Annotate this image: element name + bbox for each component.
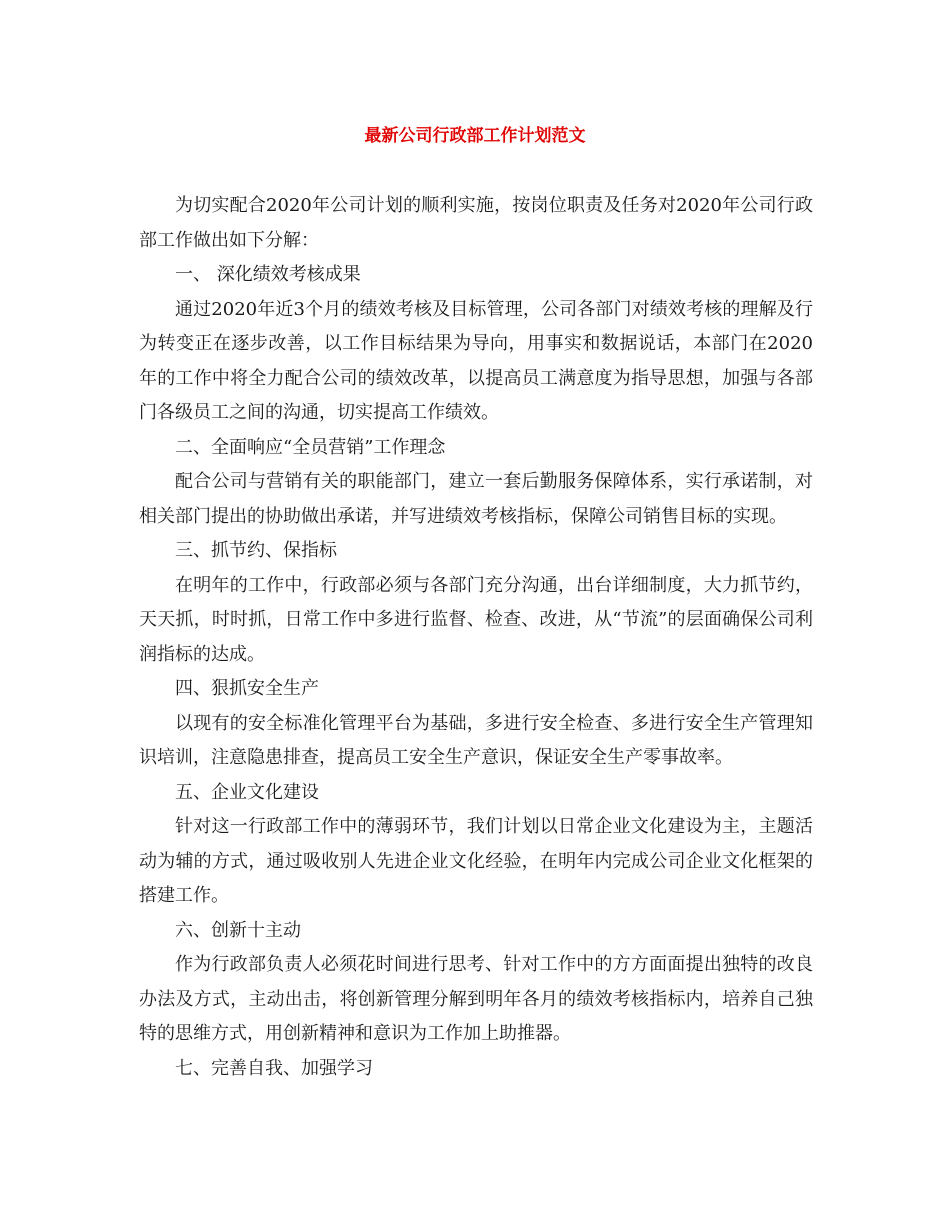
- section-heading-7: 七、完善自我、加强学习: [175, 1057, 373, 1079]
- section-body-6: 作为行政部负责人必须花时间进行思考、针对工作中的方方面面提出独特的改良办法及方式，主动出击，将创新管理分解到明年各月的绩效考核指标内，培养自己独特的思维方式，用创新精神和意识为工作加上助推器。: [139, 954, 813, 1044]
- intro-paragraph: 为切实配合2020年公司计划的顺利实施，按岗位职责及任务对2020年公司行政部工作做出如下分解：: [139, 195, 813, 251]
- document-title: 最新公司行政部工作计划范文: [364, 126, 586, 146]
- section-body-5: 针对这一行政部工作中的薄弱环节，我们计划以日常企业文化建设为主，主题活动为辅的方式，通过吸收别人先进企业文化经验，在明年内完成公司企业文化框架的搭建工作。: [139, 816, 813, 906]
- section-body-3: 在明年的工作中，行政部必须与各部门充分沟通，出台详细制度，大力抓节约，天天抓，时时抓，日常工作中多进行监督、检查、改进，从“节流”的层面确保公司利润指标的达成。: [139, 574, 813, 665]
- section-heading-2: 二、全面响应“全员营销”工作理念: [175, 436, 446, 458]
- section-body-4: 以现有的安全标准化管理平台为基础，多进行安全检查、多进行安全生产管理知识培训，注意隐患排查，提高员工安全生产意识，保证安全生产零事故率。: [139, 712, 813, 768]
- document-body: [139, 189, 813, 1086]
- section-body-2: 配合公司与营销有关的职能部门，建立一套后勤服务保障体系，实行承诺制，对相关部门提出的协助做出承诺，并写进绩效考核指标，保障公司销售目标的实现。: [139, 471, 813, 527]
- section-heading-3: 三、抓节约、保指标: [175, 540, 337, 561]
- section-heading-4: 四、狠抓安全生产: [175, 678, 319, 699]
- section-heading-5: 五、企业文化建设: [175, 781, 319, 803]
- section-body-1: 通过2020年近3个月的绩效考核及目标管理，公司各部门对绩效考核的理解及行为转变正在逐步改善，以工作目标结果为导向，用事实和数据说话，本部门在2020年的工作中将全力配合公司的绩效改革，以提高员工满意度为指导思想，加强与各部门各级员工之间的沟通，切实提高工作绩效。: [139, 298, 813, 423]
- section-heading-1: 一、 深化绩效考核成果: [175, 264, 361, 285]
- section-heading-6: 六、创新十主动: [175, 919, 301, 941]
